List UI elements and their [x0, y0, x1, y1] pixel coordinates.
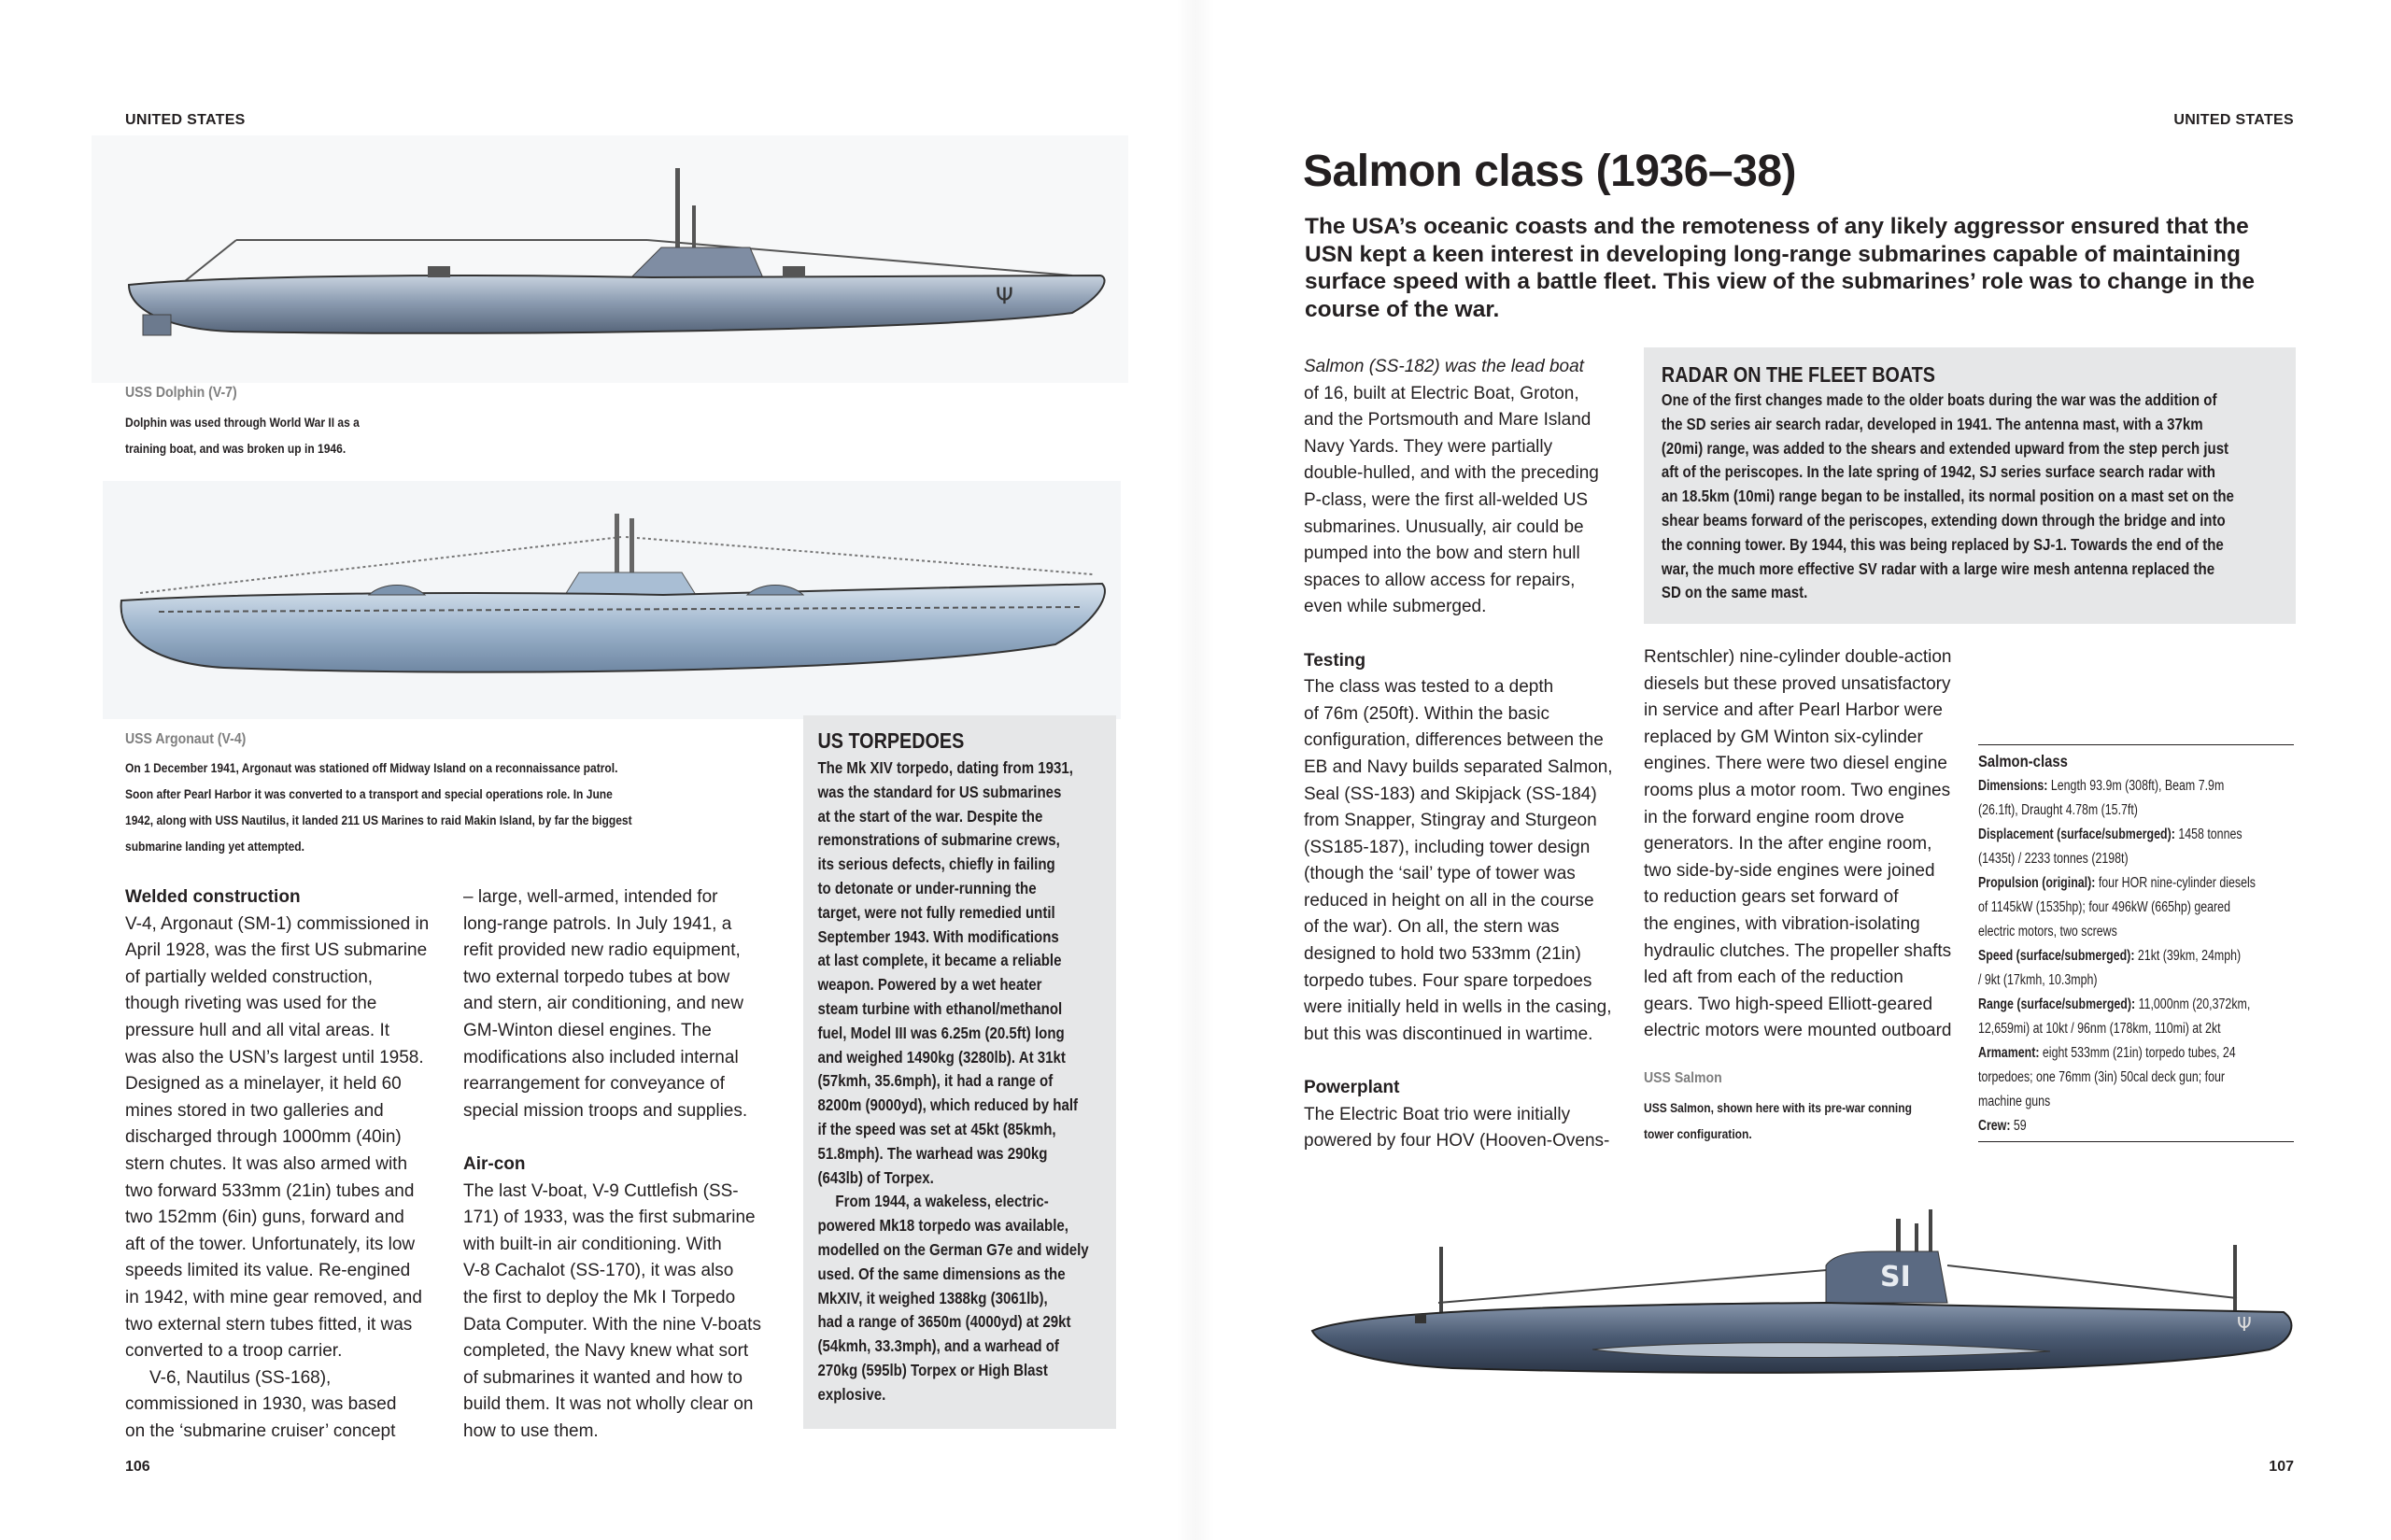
body-line: two side-by-side engines were joined [1644, 860, 1935, 881]
page-number-left: 106 [125, 1459, 150, 1475]
sidebar-line: 51.8mph). The warhead was 290kg [817, 1143, 1048, 1163]
sidebar-line: its serious defects, chiefly in failing [817, 855, 1055, 874]
sidebar-title: US TORPEDOES [817, 728, 965, 753]
sidebar-line: From 1944, a wakeless, electric- [835, 1192, 1049, 1211]
salmon-text-column [1304, 354, 1626, 1155]
body-line: spaces to allow access for repairs, [1304, 570, 1576, 590]
sidebar-line: weapon. Powered by a wet heater [817, 975, 1042, 995]
spec-label: Speed (surface/submerged): [1978, 948, 2135, 964]
body-line: two external torpedo tubes at bow [463, 967, 730, 987]
section-heading: Powerplant [1304, 1078, 1400, 1098]
argonaut-caption-text [125, 755, 632, 859]
spec-value: torpedoes; one 76mm (3in) 50cal deck gun; four [1978, 1069, 2225, 1085]
spec-row [1978, 798, 2292, 823]
body-line: on the ‘submarine cruiser’ concept [125, 1420, 396, 1441]
spec-value: machine guns [1978, 1094, 2051, 1109]
sidebar-line: had a range of 3650m (4000yd) at 29kt [817, 1312, 1071, 1332]
caption-line: submarine landing yet attempted. [125, 839, 305, 854]
argonaut-illustration [103, 481, 1121, 719]
body-line: from Snapper, Stingray and Sturgeon [1304, 811, 1597, 831]
body-line: build them. It was not wholly clear on [463, 1394, 754, 1415]
body-line: Data Computer. With the nine V-boats [463, 1314, 761, 1335]
sidebar-line: the conning tower. By 1944, this was being replaced by SJ-1. Towards the end of the [1661, 534, 2224, 554]
body-line: converted to a troop carrier. [125, 1341, 343, 1362]
body-line: mines stored in two galleries and [125, 1100, 384, 1121]
body-line: was also the USN’s largest until 1958. [125, 1047, 424, 1067]
sidebar-line: used. Of the same dimensions as the [817, 1264, 1066, 1283]
sidebar-line: SD on the same mast. [1661, 583, 1808, 602]
spec-row [1978, 1041, 2292, 1066]
spec-value: 21kt (39km, 24mph) [2137, 948, 2242, 964]
spec-label: Crew: [1978, 1118, 2011, 1134]
spec-value: (26.1ft), Draught 4.78m (15.7ft) [1978, 802, 2138, 818]
body-line: even while submerged. [1304, 597, 1487, 617]
body-line: special mission troops and supplies. [463, 1100, 748, 1121]
spec-label: Propulsion (original): [1978, 875, 2096, 891]
body-line: GM-Winton diesel engines. The [463, 1020, 712, 1040]
body-line: EB and Navy builds separated Salmon, [1304, 756, 1613, 777]
spec-value: four HOR nine-cylinder diesels [2098, 875, 2256, 891]
spec-value: eight 533mm (21in) torpedo tubes, 24 [2042, 1045, 2236, 1061]
radar-sidebar [1644, 347, 2296, 624]
body-line: The last V-boat, V-9 Cuttlefish (SS- [463, 1180, 739, 1201]
spec-value: / 9kt (17kmh, 10.3mph) [1978, 972, 2098, 988]
spec-row [1978, 920, 2292, 944]
body-line: designed to hold two 533mm (21in) [1304, 944, 1581, 965]
spec-value: 59 [2013, 1118, 2027, 1134]
body-line: engines. There were two diesel engine [1644, 754, 1947, 774]
intro-line: course of the war. [1305, 296, 1500, 322]
body-line: April 1928, was the first US submarine [125, 940, 428, 961]
spec-row [1978, 968, 2292, 993]
sidebar-title: RADAR ON THE FLEET BOATS [1661, 362, 1935, 387]
argonaut-caption-title: USS Argonaut (V-4) [125, 731, 247, 747]
body-line: and stern, air conditioning, and new [463, 994, 743, 1014]
body-line: completed, the Navy knew what sort [463, 1341, 749, 1362]
body-line: refit provided new radio equipment, [463, 940, 741, 961]
body-line: the first to deploy the Mk I Torpedo [463, 1287, 736, 1307]
spec-row [1978, 847, 2292, 871]
body-line: rooms plus a motor room. Two engines [1644, 780, 1951, 800]
body-line: V-4, Argonaut (SM-1) commissioned in [125, 913, 430, 934]
sidebar-line: One of the first changes made to the older boats during the war was the addition of [1661, 390, 2217, 409]
spec-value: 12,659mi) at 10kt / 96nm (178km, 110mi) at 2kt [1978, 1021, 2221, 1037]
svg-text:Ψ: Ψ [2237, 1313, 2252, 1335]
body-line: generators. In the after engine room, [1644, 834, 1932, 855]
body-line: long-range patrols. In July 1941, a [463, 913, 732, 934]
spec-row [1978, 823, 2292, 847]
body-line: torpedo tubes. Four spare torpedoes [1304, 970, 1592, 991]
intro-paragraph [1305, 213, 2304, 323]
sidebar-line: (57kmh, 35.6mph), it had a range of [817, 1071, 1054, 1091]
spec-value: (1435t) / 2233 tonnes (2198t) [1978, 851, 2129, 867]
body-line: of partially welded construction, [125, 967, 374, 987]
body-line: pressure hull and all vital areas. It [125, 1020, 390, 1040]
body-line: to reduction gears set forward of [1644, 887, 1899, 908]
spec-row [1978, 1090, 2292, 1114]
hull-marking: SI [1880, 1261, 1911, 1293]
dolphin-caption-title: USS Dolphin (V-7) [125, 385, 237, 401]
body-line: of the war). On all, the stern was [1304, 917, 1560, 938]
sidebar-line: if the speed was set at 45kt (85kmh, [817, 1119, 1056, 1138]
body-line: The Electric Boat trio were initially [1304, 1104, 1571, 1124]
salmon-illustration [1303, 1200, 2302, 1415]
spec-value: electric motors, two screws [1978, 924, 2117, 940]
page-title: Salmon class (1936–38) [1303, 147, 1796, 196]
body-line: modifications also included internal [463, 1047, 739, 1067]
sidebar-line: steam turbine with ethanol/methanol [817, 998, 1063, 1018]
spec-label: Displacement (surface/submerged): [1978, 827, 2175, 842]
sidebar-line: The Mk XIV torpedo, dating from 1931, [817, 758, 1073, 777]
dolphin-illustration [92, 135, 1128, 383]
sidebar-line: modelled on the German G7e and widely [817, 1239, 1089, 1259]
body-line: in the forward engine room drove [1644, 807, 1904, 827]
sidebar-line: target, were not fully remedied until [817, 902, 1055, 922]
body-line: and the Portsmouth and Mare Island [1304, 410, 1592, 431]
sidebar-line: to detonate or under-running the [817, 878, 1037, 897]
body-line: (SS185-187), including tower design [1304, 837, 1591, 857]
sidebar-line: powered Mk18 torpedo was available, [817, 1216, 1068, 1236]
sidebar-line: at last complete, it became a reliable [817, 951, 1062, 970]
caption-line: Dolphin was used through World War II as a [125, 415, 360, 430]
caption-line: Soon after Pearl Harbor it was converted to a transport and special operations role. In June [125, 786, 613, 801]
body-line: stern chutes. It was also armed with [125, 1153, 408, 1174]
body-line: of submarines it wanted and how to [463, 1367, 743, 1388]
body-line: Navy Yards. They were partially [1304, 436, 1553, 457]
body-line: led aft from each of the reduction [1644, 968, 1903, 988]
spec-title: Salmon-class [1978, 752, 2068, 770]
body-line: – large, well-armed, intended for [463, 887, 718, 907]
spec-row [1978, 1114, 2292, 1138]
intro-line: surface speed with a battle fleet. This view of the submarines’ role was to change in the [1305, 269, 2256, 294]
salmon-caption-title: USS Salmon [1644, 1070, 1722, 1086]
body-line: 171) of 1933, was the first submarine [463, 1208, 756, 1228]
body-line: electric motors were mounted outboard [1644, 1021, 1952, 1041]
powerplant-column [1644, 644, 1966, 1045]
welded-construction-column [125, 884, 447, 1445]
sidebar-line: war, the much more effective SV radar with a large wire mesh antenna replaced the [1661, 558, 2215, 578]
section-heading: Welded construction [125, 887, 301, 907]
spec-value: 1458 tonnes [2178, 827, 2242, 842]
sidebar-line: shear beams forward of the periscopes, extending down through the bridge and into [1661, 510, 2226, 530]
body-line: though riveting was used for the [125, 994, 377, 1014]
body-line: in 1942, with mine gear removed, and [125, 1287, 422, 1307]
sidebar-line: aft of the periscopes. In the late spring of 1942, SJ series surface search radar with [1661, 462, 2215, 482]
book-gutter [1177, 0, 1214, 1540]
sidebar-line: (54kmh, 33.3mph), and a warhead of [817, 1336, 1059, 1356]
sidebar-line: 270kg (595lb) Torpex or High Blast [817, 1360, 1048, 1379]
sidebar-line: remonstrations of submarine crews, [817, 830, 1060, 850]
body-line: gears. Two high-speed Elliott-geared [1644, 994, 1933, 1014]
torpedo-sidebar [803, 715, 1116, 1429]
air-con-column [463, 884, 785, 1445]
body-line: of 76m (250ft). Within the basic [1304, 703, 1549, 724]
body-line: P-class, were the first all-welded US [1304, 489, 1589, 510]
spec-label: Range (surface/submerged): [1978, 996, 2136, 1012]
body-line: powered by four HOV (Hooven-Ovens- [1304, 1131, 1610, 1151]
body-line: (though the ‘sail’ type of tower was [1304, 864, 1576, 884]
body-line: The class was tested to a depth [1304, 677, 1554, 698]
body-line: replaced by GM Winton six-cylinder [1644, 727, 1923, 747]
intro-line: USN kept a keen interest in developing long-range submarines capable of maintaining [1305, 241, 2241, 267]
body-line: double-hulled, and with the preceding [1304, 463, 1599, 484]
caption-line: USS Salmon, shown here with its pre-war conning [1644, 1100, 1912, 1115]
spec-label: Dimensions: [1978, 778, 2048, 794]
svg-text:Ψ: Ψ [996, 283, 1013, 309]
body-line: reduced in height on all in the course [1304, 890, 1594, 911]
body-line: of 16, built at Electric Boat, Groton, [1304, 383, 1579, 403]
caption-line: 1942, along with USS Nautilus, it landed 211 US Marines to raid Makin Island, by far the biggest [125, 812, 632, 827]
body-line: two external stern tubes fitted, it was [125, 1314, 413, 1335]
page-number-right: 107 [2269, 1459, 2294, 1475]
caption-line: training boat, and was broken up in 1946. [125, 441, 347, 456]
salmon-caption-text [1644, 1095, 1912, 1147]
sidebar-line: (20mi) range, was added to the shears and extended upward from the step perch just [1661, 438, 2229, 458]
spec-value: 11,000nm (20,372km, [2138, 996, 2251, 1012]
section-label-left: UNITED STATES [125, 112, 246, 128]
spec-table [1978, 744, 2294, 1142]
caption-line: tower configuration. [1644, 1126, 1752, 1141]
spec-row [1978, 774, 2292, 798]
spec-row [1978, 896, 2292, 920]
dolphin-caption-text [125, 409, 360, 461]
body-line: discharged through 1000mm (40in) [125, 1127, 402, 1148]
sidebar-line: and weighed 1490kg (3280lb). At 31kt [817, 1047, 1066, 1067]
body-line: the engines, with vibration-isolating [1644, 913, 1920, 934]
spec-row [1978, 944, 2292, 968]
body-line: hydraulic clutches. The propeller shafts [1644, 940, 1952, 961]
sidebar-line: MkXIV, it weighed 1388kg (3061lb), [817, 1288, 1048, 1307]
body-line: submarines. Unusually, air could be [1304, 516, 1584, 537]
body-line: but this was discontinued in wartime. [1304, 1024, 1593, 1044]
spec-value: of 1145kW (1535hp); four 496kW (665hp) geared [1978, 899, 2230, 915]
body-line: commissioned in 1930, was based [125, 1394, 397, 1415]
body-line: rearrangement for conveyance of [463, 1074, 725, 1095]
sidebar-line: at the start of the war. Despite the [817, 806, 1043, 826]
spec-row [1978, 871, 2292, 896]
body-line: in service and after Pearl Harbor were [1644, 700, 1943, 721]
body-line: configuration, differences between the [1304, 730, 1604, 751]
section-heading: Air-con [463, 1153, 526, 1174]
body-line: Salmon (SS-182) was the lead boat [1304, 357, 1584, 376]
sidebar-line: (643lb) of Torpex. [817, 1167, 934, 1187]
caption-line: On 1 December 1941, Argonaut was stationed off Midway Island on a reconnaissance patrol. [125, 760, 618, 775]
body-line: Designed as a minelayer, it held 60 [125, 1074, 402, 1095]
body-line: diesels but these proved unsatisfactory [1644, 673, 1951, 694]
section-label-right: UNITED STATES [2173, 112, 2294, 128]
body-line: pumped into the bow and stern hull [1304, 544, 1580, 564]
spec-row [1978, 1066, 2292, 1090]
sidebar-line: an 18.5km (10mi) range began to be installed, its normal position on a mast set on the [1661, 487, 2234, 506]
spec-row [1978, 1017, 2292, 1041]
sidebar-line: explosive. [817, 1384, 886, 1404]
intro-line: The USA’s oceanic coasts and the remoteness of any likely aggressor ensured that the [1305, 214, 2249, 239]
body-line: how to use them. [463, 1420, 599, 1441]
section-heading: Testing [1304, 650, 1366, 671]
body-line: Seal (SS-183) and Skipjack (SS-184) [1304, 784, 1597, 804]
body-line: with built-in air conditioning. With [463, 1234, 722, 1254]
spec-row [1978, 993, 2292, 1017]
spec-value: Length 93.9m (308ft), Beam 7.9m [2050, 778, 2225, 794]
sidebar-line: was the standard for US submarines [817, 782, 1062, 801]
body-line: V-6, Nautilus (SS-168), [149, 1367, 332, 1388]
body-line: two forward 533mm (21in) tubes and [125, 1180, 415, 1201]
body-line: Rentschler) nine-cylinder double-action [1644, 647, 1952, 667]
sidebar-line: the SD series air search radar, developed in 1941. The antenna mast, with a 37km [1661, 414, 2203, 433]
sidebar-line: September 1943. With modifications [817, 926, 1059, 946]
body-line: aft of the tower. Unfortunately, its low [125, 1234, 416, 1254]
body-line: V-8 Cachalot (SS-170), it was also [463, 1261, 734, 1281]
body-line: were initially held in wells in the casing, [1304, 997, 1612, 1018]
spec-label: Armament: [1978, 1045, 2040, 1061]
sidebar-line: 8200m (9000yd), which reduced by half [817, 1095, 1079, 1115]
body-line: speeds limited its value. Re-engined [125, 1261, 411, 1281]
sidebar-line: fuel, Model III was 6.25m (20.5ft) long [817, 1023, 1065, 1042]
body-line: two 152mm (6in) guns, forward and [125, 1208, 404, 1228]
